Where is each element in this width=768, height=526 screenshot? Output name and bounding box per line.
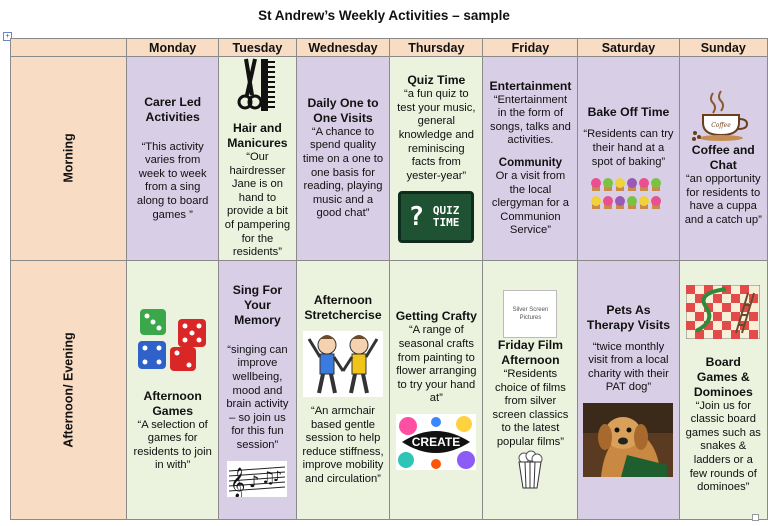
row-header-afternoon (11, 260, 127, 519)
day-header-tuesday: Tuesday (219, 39, 297, 57)
cup-label: Coffee (711, 122, 732, 130)
activity-title: Afternoon Stretchercise (304, 292, 382, 322)
activity-title: Sing For Your Memory (232, 282, 283, 327)
activity-title: Getting Crafty (395, 309, 477, 324)
quiz-time-sign-icon (398, 191, 474, 243)
cell-friday-morning[interactable] (483, 57, 578, 261)
document-title: St Andrew’s Weekly Activities – sample (258, 8, 510, 23)
cell-friday-afternoon[interactable] (483, 260, 578, 519)
activity-subtitle: Community (498, 157, 563, 170)
table-move-handle-icon[interactable]: + (3, 32, 12, 41)
stretching-people-icon (303, 331, 383, 397)
day-header-row (11, 39, 768, 57)
morning-row (11, 57, 768, 261)
cell-saturday-morning[interactable] (578, 57, 679, 261)
activity-description: “Join us for classic board games such as snakes & ladders or a few rounds of dominoes” (685, 399, 761, 494)
cell-thursday-morning[interactable] (390, 57, 483, 261)
quiz-mark: ? (408, 202, 425, 233)
activity-title: Bake Off Time (587, 105, 670, 120)
activity-title: Hair and Manicures (227, 121, 288, 150)
cell-wednesday-afternoon[interactable] (296, 260, 389, 519)
music-notes-icon (227, 461, 287, 497)
activity-description: “twice monthly visit from a local charity with their PAT dog” (588, 340, 669, 394)
activity-title: Entertainment (489, 78, 572, 93)
day-header-friday: Friday (483, 39, 578, 57)
create-image-text: CREATE (412, 435, 461, 450)
cell-wednesday-morning[interactable] (296, 57, 389, 261)
activity-title: Carer Led Activities (144, 94, 202, 124)
activity-description: “A chance to spend quality time on a one to one basis for reading, playing music and a good chat” (302, 125, 384, 220)
header-corner (11, 39, 127, 57)
activity-title: Afternoon Games (143, 388, 202, 418)
quiz-sign-text: QUIZ TIME (432, 204, 460, 230)
day-header-thursday: Thursday (390, 39, 483, 57)
cell-tuesday-afternoon[interactable] (219, 260, 297, 519)
activity-description: “an opportunity for residents to have a cuppa and a catch up” (684, 173, 762, 226)
day-header-wednesday: Wednesday (296, 39, 389, 57)
activity-title: Daily One to One Visits (307, 95, 379, 125)
day-header-saturday: Saturday (578, 39, 679, 57)
row-label-morning: Morning (61, 133, 76, 184)
activity-description: “Our hairdresser Jane is on hand to provide a bit of pampering for the residents” (224, 151, 291, 259)
activity-description-2: Or a visit from the local clergyman for a Communion Service” (491, 170, 569, 237)
scissors-comb-icon (237, 57, 277, 113)
cell-monday-morning[interactable] (127, 57, 219, 261)
row-label-afternoon: Afternoon/ Evening (61, 332, 76, 448)
activity-description: “A range of seasonal crafts from painting to flower arranging to try your hand at” (396, 324, 477, 405)
activity-description: “a fun quiz to test your music, general knowledge and reminiscing facts from yester-year” (397, 88, 476, 182)
cell-saturday-afternoon[interactable] (578, 260, 679, 519)
activity-description: “Residents can try their hand at a spot of baking” (583, 128, 674, 168)
create-art-icon (396, 414, 476, 470)
cell-sunday-afternoon[interactable] (679, 260, 767, 519)
cupcakes-icon (590, 177, 666, 211)
board-game-icon (686, 285, 760, 339)
activity-title: Friday Film Afternoon (497, 337, 563, 367)
activity-title: Board Games & Dominoes (693, 354, 753, 399)
activity-description: “Entertainment in the form of songs, talks and activities. (489, 93, 571, 147)
dice-icon (134, 307, 212, 373)
popcorn-icon (515, 450, 545, 490)
svg-text:𝄞: 𝄞 (230, 467, 246, 497)
svg-text:♫: ♫ (261, 467, 276, 487)
activity-description: “This activity varies from week to week from a sing along to board games ” (136, 140, 209, 221)
activity-description: “singing can improve wellbeing, mood and brain activity – so join us for this fun session” (226, 343, 289, 452)
cell-tuesday-morning[interactable] (219, 57, 297, 261)
activity-description: “A selection of games for residents to join in with” (133, 418, 212, 472)
film-logo-text: Silver Screen Pictures (512, 306, 549, 321)
dog-photo-icon (583, 403, 673, 477)
cell-sunday-morning[interactable] (679, 57, 767, 261)
cell-monday-afternoon[interactable] (127, 260, 219, 519)
activity-title: Pets As Therapy Visits (586, 302, 670, 332)
svg-text:♪: ♪ (249, 471, 260, 491)
day-header-sunday: Sunday (679, 39, 767, 57)
activity-title: Coffee and Chat (691, 143, 755, 173)
activities-table (10, 38, 768, 520)
coffee-cup-icon (691, 89, 755, 143)
svg-text:♪: ♪ (273, 468, 283, 485)
row-header-morning (11, 57, 127, 261)
cell-thursday-afternoon[interactable] (390, 260, 483, 519)
activity-description: “Residents choice of films from silver screen classics to the latest popular films” (492, 367, 569, 448)
day-header-monday: Monday (127, 39, 219, 57)
film-reel-icon (503, 290, 557, 338)
activity-description: “An armchair based gentle session to help reduce stiffness, improve mobility and circulation” (302, 404, 384, 485)
activity-title: Quiz Time (407, 73, 466, 88)
table-resize-handle-icon[interactable] (752, 514, 759, 521)
afternoon-row (11, 260, 768, 519)
